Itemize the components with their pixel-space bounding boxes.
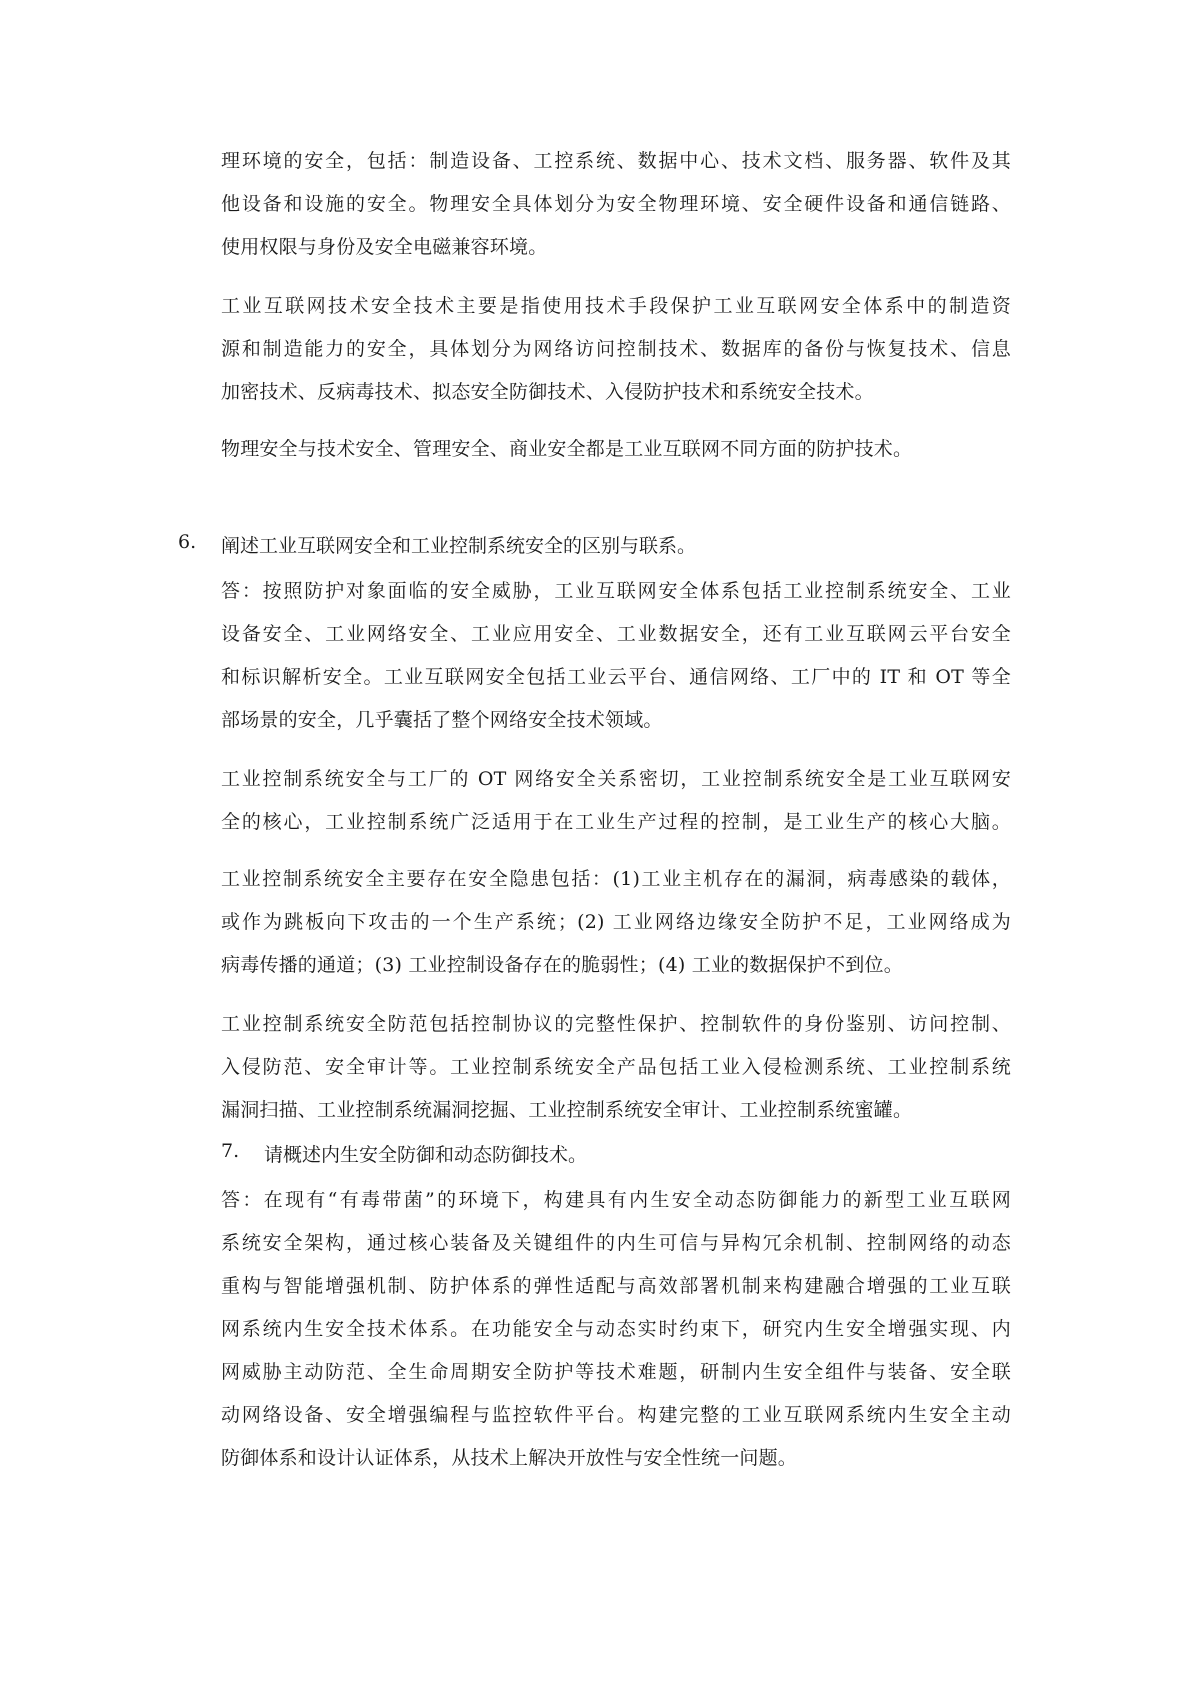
answer-line: 答：在现有“有毒带菌”的环境下，构建具有内生安全动态防御能力的新型工业互联网 [221,1189,1011,1211]
answer-line: 部场景的安全，几乎囊括了整个网络安全技术领域。 [221,709,663,731]
answer-line: 动网络设备、安全增强编程与监控软件平台。构建完整的工业互联网系统内生安全主动 [221,1404,1011,1426]
answer-line: 设备安全、工业网络安全、工业应用安全、工业数据安全，还有工业互联网云平台安全 [221,623,1011,645]
text-line: 源和制造能力的安全，具体划分为网络访问控制技术、数据库的备份与恢复技术、信息 [221,338,1011,360]
text-line: 使用权限与身份及安全电磁兼容环境。 [221,236,548,258]
answer-line: 或作为跳板向下攻击的一个生产系统；(2) 工业网络边缘安全防护不足，工业网络成为 [221,911,1011,933]
answer-line: 和标识解析安全。工业互联网安全包括工业云平台、通信网络、工厂中的 IT 和 OT 等全 [221,666,1011,688]
answer-line: 工业控制系统安全防范包括控制协议的完整性保护、控制软件的身份鉴别、访问控制、 [221,1013,1011,1035]
question-title: 请概述内生安全防御和动态防御技术。 [264,1144,588,1166]
answer-line: 全的核心，工业控制系统广泛适用于在工业生产过程的控制，是工业生产的核心大脑。 [221,811,1011,833]
answer-line: 系统安全架构，通过核心装备及关键组件的内生可信与异构冗余机制、控制网络的动态 [221,1232,1011,1254]
answer-line: 网系统内生安全技术体系。在功能安全与动态实时约束下，研究内生安全增强实现、内 [221,1318,1011,1340]
text-line: 加密技术、反病毒技术、拟态安全防御技术、入侵防护技术和系统安全技术。 [221,381,874,403]
answer-line: 漏洞扫描、工业控制系统漏洞挖掘、工业控制系统安全审计、工业控制系统蜜罐。 [221,1099,913,1121]
answer-line: 病毒传播的通道；(3) 工业控制设备存在的脆弱性；(4) 工业的数据保护不到位。 [221,954,903,976]
text-line: 工业互联网技术安全技术主要是指使用技术手段保护工业互联网安全体系中的制造资 [221,295,1011,317]
question-title: 阐述工业互联网安全和工业控制系统安全的区别与联系。 [221,535,697,557]
question-number: 6. [178,531,197,553]
text-line: 他设备和设施的安全。物理安全具体划分为安全物理环境、安全硬件设备和通信链路、 [221,193,1011,215]
answer-line: 工业控制系统安全主要存在安全隐患包括：(1)工业主机存在的漏洞，病毒感染的载体， [221,868,1011,890]
text-line: 物理安全与技术安全、管理安全、商业安全都是工业互联网不同方面的防护技术。 [221,438,913,460]
answer-line: 重构与智能增强机制、防护体系的弹性适配与高效部署机制来构建融合增强的工业互联 [221,1275,1011,1297]
text-line: 理环境的安全，包括：制造设备、工控系统、数据中心、技术文档、服务器、软件及其 [221,150,1011,172]
answer-line: 防御体系和设计认证体系，从技术上解决开放性与安全性统一问题。 [221,1447,798,1469]
answer-line: 工业控制系统安全与工厂的 OT 网络安全关系密切，工业控制系统安全是工业互联网安 [221,768,1011,790]
answer-line: 入侵防范、安全审计等。工业控制系统安全产品包括工业入侵检测系统、工业控制系统 [221,1056,1011,1078]
answer-line: 网威胁主动防范、全生命周期安全防护等技术难题，研制内生安全组件与装备、安全联 [221,1361,1011,1383]
question-number: 7. [221,1140,240,1162]
answer-line: 答：按照防护对象面临的安全威胁，工业互联网安全体系包括工业控制系统安全、工业 [221,580,1011,602]
